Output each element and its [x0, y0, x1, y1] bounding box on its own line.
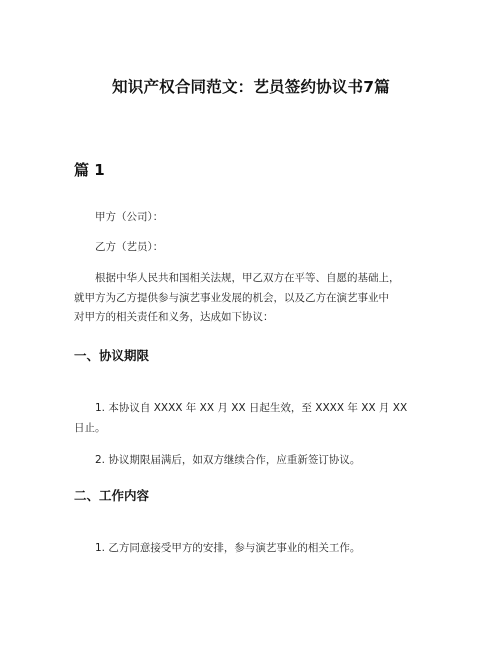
- clause-paragraph: [74, 539, 434, 559]
- party-a-line: [74, 208, 434, 228]
- party-b-label: 乙方（艺员）：: [95, 241, 164, 253]
- intro-line: 就甲方为乙方提供参与演艺事业发展的机会，以及乙方在演艺事业中: [74, 291, 389, 304]
- chapter-heading: 篇 1: [74, 161, 105, 179]
- section-heading-term: 一、协议期限: [74, 348, 150, 363]
- intro-line: 对甲方的相关责任和义务，达成如下协议：: [74, 311, 274, 323]
- clause-paragraph: [74, 451, 434, 471]
- party-a-label: 甲方（公司）：: [95, 211, 164, 223]
- intro-paragraph: [74, 269, 434, 328]
- section-heading-work: 二、工作内容: [74, 488, 150, 503]
- clause-line: 日止。: [74, 421, 106, 434]
- party-b-line: [74, 238, 434, 258]
- clause-line: 2. 协议期限届满后，如双方继续合作，应重新签订协议。: [95, 454, 361, 466]
- clause-line: 1. 本协议自 XXXX 年 XX 月 XX 日起生效，至 XXXX 年 XX 月 XX: [95, 402, 408, 414]
- clause-paragraph: [74, 399, 434, 438]
- clause-line: 1. 乙方同意接受甲方的安排，参与演艺事业的相关工作。: [95, 542, 361, 554]
- intro-line: 根据中华人民共和国相关法规，甲乙双方在平等、自愿的基础上，: [95, 272, 400, 284]
- document-title: 知识产权合同范文：艺员签约协议书7篇: [112, 78, 390, 96]
